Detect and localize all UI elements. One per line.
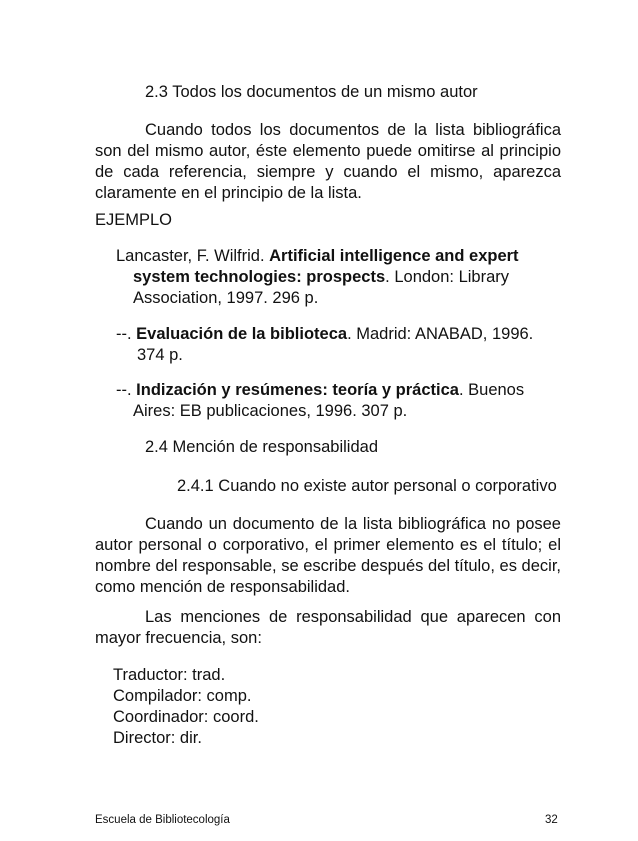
reference-1-line1	[116, 246, 519, 266]
example-label: EJEMPLO	[95, 211, 173, 229]
reference-3-publisher: . Buenos	[458, 381, 525, 399]
para1-line1: Cuando todos los documentos de la lista bibliográfica	[145, 121, 561, 139]
reference-1-title-b: system technologies: prospects	[133, 268, 386, 286]
page-number: 32	[545, 814, 558, 826]
role-coordinator: Coordinador: coord.	[113, 708, 259, 726]
reference-2-title: Evaluación de la biblioteca	[136, 325, 348, 343]
para3-line1: Las menciones de responsabilidad que aparecen con	[145, 608, 561, 626]
para2-line3: nombre del responsable, se escribe después del título, es decir,	[95, 557, 561, 575]
reference-1-author: Lancaster, F. Wilfrid.	[116, 247, 270, 265]
reference-3-line1	[116, 380, 524, 400]
para1-line4: claramente en el principio de la lista.	[95, 184, 362, 202]
para1-line3: de cada referencia, siempre y cuando el mismo, aparezca	[95, 163, 561, 181]
para3-line2: mayor frecuencia, son:	[95, 629, 262, 647]
reference-1-title-a: Artificial intelligence and expert	[269, 247, 519, 265]
reference-1-publisher: . London: Library	[385, 268, 510, 286]
reference-3-title: Indización y resúmenes: teoría y práctica	[136, 381, 459, 399]
heading-2-4: 2.4 Mención de responsabilidad	[145, 438, 378, 456]
reference-2-dash: --.	[116, 325, 137, 343]
reference-3-dash: --.	[116, 381, 137, 399]
reference-1-line3: Association, 1997. 296 p.	[133, 289, 319, 307]
role-compiler: Compilador: comp.	[113, 687, 252, 705]
heading-2-4-1: 2.4.1 Cuando no existe autor personal o corporativo	[177, 477, 557, 495]
footer-left: Escuela de Bibliotecología	[95, 814, 230, 826]
heading-2-3: 2.3 Todos los documentos de un mismo autor	[145, 83, 478, 101]
para2-line4: como mención de responsabilidad.	[95, 578, 350, 596]
reference-1-line2	[133, 267, 509, 287]
para2-line1: Cuando un documento de la lista bibliográfica no posee	[145, 515, 561, 533]
reference-2-line1	[116, 324, 533, 344]
role-translator: Traductor: trad.	[113, 666, 226, 684]
reference-2-line2: 374 p.	[137, 346, 183, 364]
reference-2-publisher: . Madrid: ANABAD, 1996.	[347, 325, 534, 343]
para1-line2: son del mismo autor, éste elemento puede omitirse al principio	[95, 142, 561, 160]
role-director: Director: dir.	[113, 729, 202, 747]
para2-line2: autor personal o corporativo, el primer elemento es el título; el	[95, 536, 561, 554]
reference-3-line2: Aires: EB publicaciones, 1996. 307 p.	[133, 402, 408, 420]
